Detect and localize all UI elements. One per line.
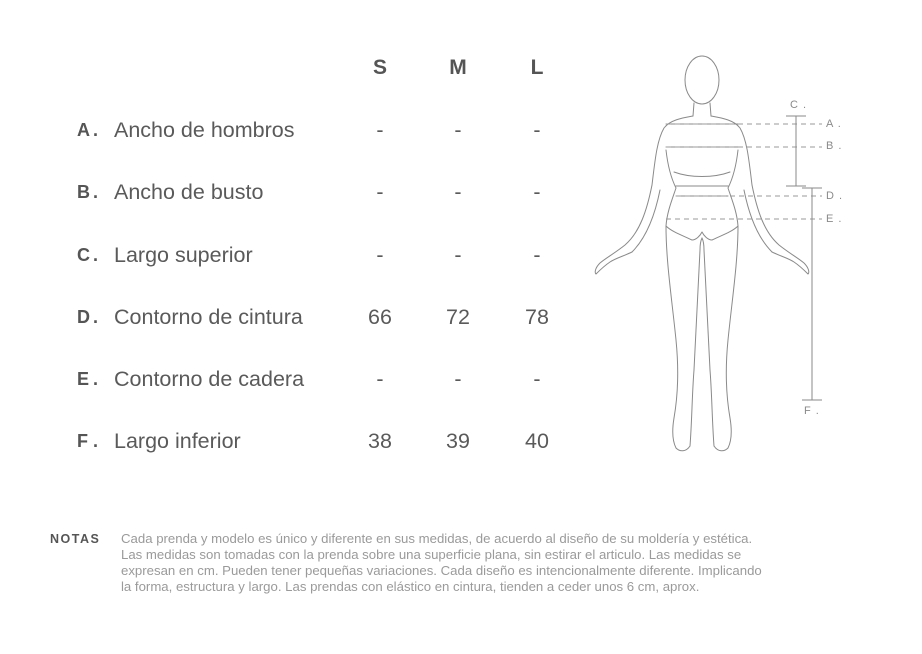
row-letter: E <box>77 369 91 389</box>
figure-label-a: A . <box>826 118 842 130</box>
value-m: - <box>454 243 462 267</box>
value-s: 66 <box>368 305 392 329</box>
value-m: - <box>454 118 462 142</box>
value-s: - <box>376 118 384 142</box>
size-header-l: L <box>530 56 544 79</box>
measure-row-b <box>0 177 600 207</box>
notes-line: la forma, estructura y largo. Las prendas con elástico en cintura, tienden a ceder unos 6 cm, aprox. <box>121 579 700 594</box>
measure-row-d <box>0 302 600 332</box>
value-s: - <box>376 243 384 267</box>
notes-line: Cada prenda y modelo es único y diferente en sus medidas, de acuerdo al diseño de su moldería y estética. <box>121 531 753 546</box>
body-measurement-figure <box>585 50 855 455</box>
figure-label-c: C . <box>790 99 808 111</box>
value-l: - <box>533 118 541 142</box>
value-l: 40 <box>525 429 549 453</box>
figure-label-d: D . <box>826 190 844 202</box>
value-s: - <box>376 367 384 391</box>
row-letter-dot: . <box>93 307 99 327</box>
row-letter-dot: . <box>93 120 99 140</box>
body-outline <box>595 56 809 451</box>
row-letter: D <box>77 307 91 327</box>
size-header-m: M <box>449 56 467 79</box>
row-label: Ancho de hombros <box>114 118 295 142</box>
notes-line: expresan en cm. Pueden tener pequeñas variaciones. Cada diseño es intencionalmente diferente. Implicando <box>121 563 762 578</box>
figure-label-f: F . <box>804 405 820 417</box>
row-letter-dot: . <box>93 182 99 202</box>
value-l: - <box>533 180 541 204</box>
row-letter-dot: . <box>93 431 99 451</box>
row-label: Largo inferior <box>114 429 241 453</box>
row-letter: A <box>77 120 91 140</box>
row-label: Largo superior <box>114 243 253 267</box>
length-markers <box>786 116 822 400</box>
value-m: 72 <box>446 305 470 329</box>
figure-label-b: B . <box>826 140 843 152</box>
measure-row-a <box>0 115 600 145</box>
row-letter: F <box>77 431 89 451</box>
row-label: Ancho de busto <box>114 180 264 204</box>
row-letter-dot: . <box>93 369 99 389</box>
row-letter-dot: . <box>93 245 99 265</box>
row-label: Contorno de cintura <box>114 305 303 329</box>
figure-label-e: E . <box>826 213 843 225</box>
value-l: - <box>533 367 541 391</box>
value-s: 38 <box>368 429 392 453</box>
measure-row-c <box>0 240 600 270</box>
row-label: Contorno de cadera <box>114 367 305 391</box>
value-s: - <box>376 180 384 204</box>
row-letter: B <box>77 182 91 202</box>
size-header-s: S <box>372 56 387 79</box>
value-l: - <box>533 243 541 267</box>
measure-row-e <box>0 364 600 394</box>
notes-title: NOTAS <box>50 532 101 546</box>
notes-line: Las medidas son tomadas con la prenda sobre una superficie plana, sin estirar el articulo. Las medidas se <box>121 547 742 562</box>
value-l: 78 <box>525 305 549 329</box>
notes-body <box>121 531 881 595</box>
measure-row-f <box>0 426 600 456</box>
value-m: 39 <box>446 429 470 453</box>
row-letter: C <box>77 245 91 265</box>
value-m: - <box>454 367 462 391</box>
value-m: - <box>454 180 462 204</box>
